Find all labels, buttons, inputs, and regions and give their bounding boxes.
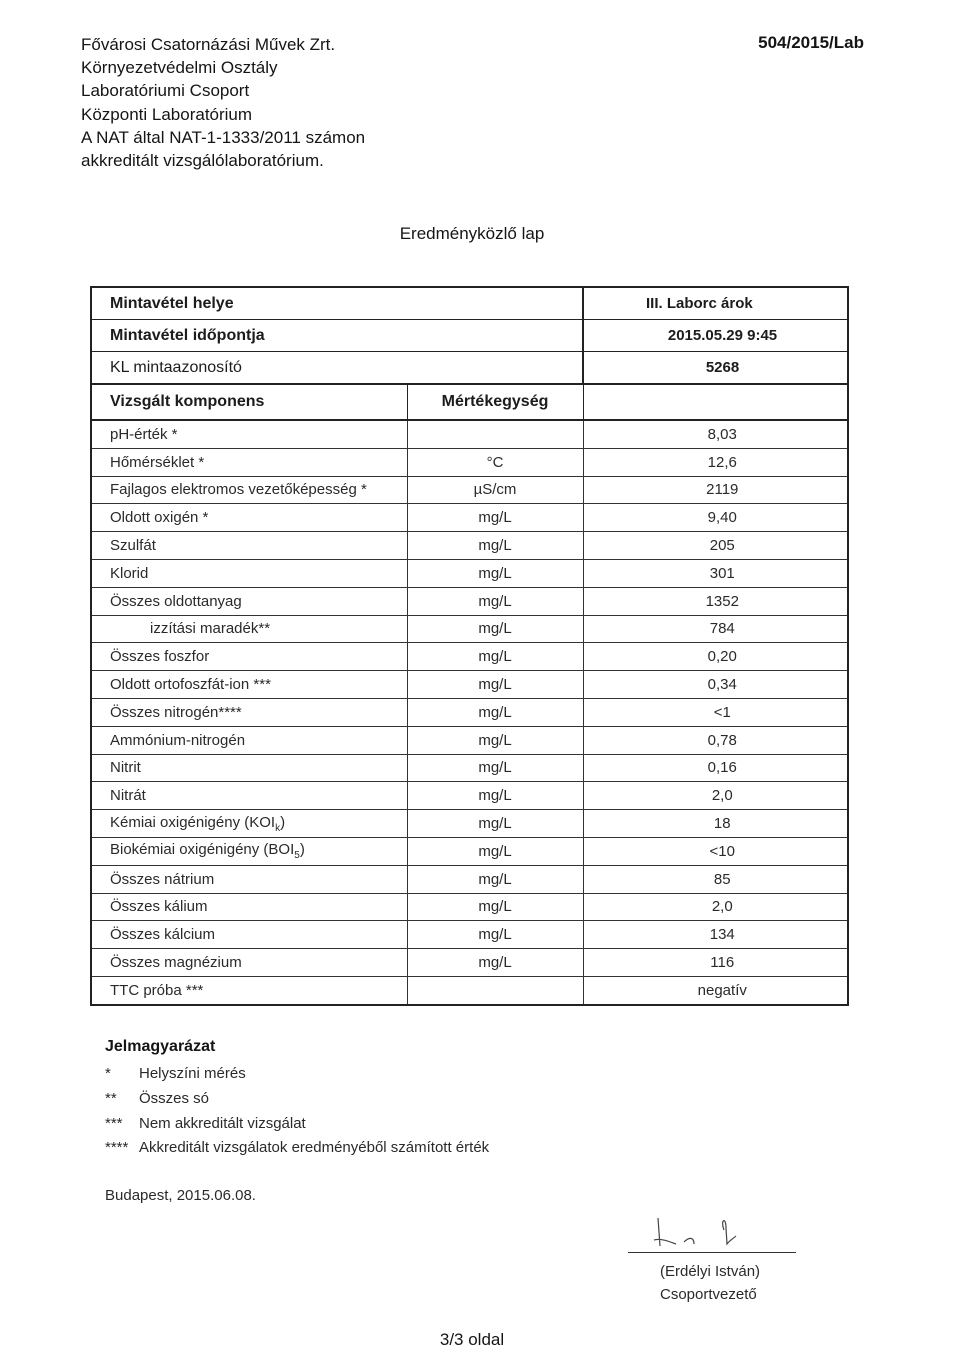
- component-name-text: Összes oldottanyag: [110, 592, 242, 610]
- component-name: [91, 420, 407, 448]
- sample-place-label: Mintavétel helye: [91, 287, 583, 320]
- legend-item: [105, 1112, 489, 1137]
- legend-text: Nem akkreditált vizsgálat: [139, 1114, 306, 1132]
- org-line: akkreditált vizsgálólaboratórium.: [81, 151, 324, 171]
- component-value: 134: [583, 921, 848, 949]
- table-row: [91, 476, 848, 504]
- table-row: [91, 865, 848, 893]
- component-name-text: Fajlagos elektromos vezetőképesség *: [110, 481, 367, 499]
- component-name-text: Oldott ortofoszfát-ion ***: [110, 676, 271, 694]
- component-unit: mg/L: [407, 615, 583, 643]
- component-unit: mg/L: [407, 782, 583, 810]
- org-line: Fővárosi Csatornázási Művek Zrt.: [81, 35, 336, 54]
- component-value: 0,16: [583, 754, 848, 782]
- component-unit: mg/L: [407, 643, 583, 671]
- component-value: 0,78: [583, 726, 848, 754]
- sample-time-row: [91, 320, 848, 352]
- table-row: [91, 532, 848, 560]
- component-name: [91, 976, 407, 1004]
- table-row: [91, 921, 848, 949]
- sample-id-value: 5268: [583, 352, 848, 385]
- legend-mark: *: [105, 1065, 111, 1082]
- table-row: [91, 893, 848, 921]
- component-unit: µS/cm: [407, 476, 583, 504]
- signer-block: [660, 1260, 760, 1306]
- component-value: 9,40: [583, 504, 848, 532]
- component-name: [91, 782, 407, 810]
- component-value: 8,03: [583, 420, 848, 448]
- component-name: [91, 949, 407, 977]
- component-name: [91, 532, 407, 560]
- component-value: 0,34: [583, 671, 848, 699]
- component-unit: mg/L: [407, 837, 583, 865]
- legend-title: Jelmagyarázat: [105, 1038, 216, 1055]
- component-value: 2119: [583, 476, 848, 504]
- column-header-value: [583, 384, 848, 420]
- component-name-text: Összes magnézium: [110, 954, 242, 972]
- component-value: negatív: [583, 976, 848, 1004]
- component-value: 784: [583, 615, 848, 643]
- component-name: [91, 893, 407, 921]
- legend-text: Összes só: [139, 1089, 210, 1107]
- column-header-row: [91, 384, 848, 420]
- component-unit: mg/L: [407, 698, 583, 726]
- component-unit: mg/L: [407, 810, 583, 838]
- component-name-text: Összes kálium: [110, 898, 208, 916]
- component-name: [91, 559, 407, 587]
- signer-role: Csoportvezető: [660, 1286, 757, 1303]
- component-name: [91, 726, 407, 754]
- component-name-text: Szulfát: [110, 537, 156, 555]
- table-row: [91, 643, 848, 671]
- component-value: 85: [583, 865, 848, 893]
- component-name: [91, 865, 407, 893]
- table-row: [91, 810, 848, 838]
- component-name: [91, 754, 407, 782]
- organization-header: [81, 33, 365, 172]
- sample-id-row: [91, 352, 848, 385]
- component-name-text: Nitrát: [110, 787, 146, 805]
- component-value: <10: [583, 837, 848, 865]
- component-name: [91, 671, 407, 699]
- component-unit: mg/L: [407, 671, 583, 699]
- component-name: [91, 448, 407, 476]
- signer-name: (Erdélyi István): [660, 1263, 761, 1280]
- org-line: Központi Laboratórium: [81, 104, 253, 124]
- component-name: [91, 504, 407, 532]
- legend: [105, 1038, 489, 1161]
- component-value: <1: [583, 698, 848, 726]
- component-name-text: Oldott oxigén *: [110, 509, 209, 527]
- org-line: Környezetvédelmi Osztály: [81, 58, 278, 78]
- component-name-suffix: ): [280, 813, 286, 831]
- legend-mark: ****: [105, 1139, 129, 1157]
- component-unit: °C: [407, 448, 583, 476]
- component-name: [91, 921, 407, 949]
- component-name-text: Klorid: [110, 564, 149, 582]
- sample-time-value: 2015.05.29 9:45: [583, 320, 848, 352]
- component-name-text: Hőmérséklet *: [110, 453, 205, 471]
- component-unit: mg/L: [407, 587, 583, 615]
- component-name-text: Biokémiai oxigénigény (BOI: [110, 841, 295, 859]
- component-unit: mg/L: [407, 559, 583, 587]
- component-unit: mg/L: [407, 504, 583, 532]
- legend-mark: **: [105, 1089, 117, 1107]
- component-name: [91, 615, 407, 643]
- table-row: [91, 448, 848, 476]
- document-reference: 504/2015/Lab: [758, 33, 864, 52]
- issue-date: Budapest, 2015.06.08.: [105, 1187, 256, 1204]
- sample-place-row: [91, 287, 848, 320]
- table-row: [91, 587, 848, 615]
- table-row: [91, 976, 848, 1004]
- component-value: 116: [583, 949, 848, 977]
- table-row: [91, 754, 848, 782]
- component-name: [91, 810, 407, 838]
- table-row: [91, 726, 848, 754]
- component-name: [91, 476, 407, 504]
- table-row: [91, 698, 848, 726]
- component-name: [91, 587, 407, 615]
- component-name-text: Ammónium-nitrogén: [110, 731, 246, 749]
- component-name-text: TTC próba ***: [110, 981, 204, 999]
- table-row: [91, 782, 848, 810]
- component-unit: mg/L: [407, 893, 583, 921]
- page-title: Eredményközlő lap: [399, 224, 545, 243]
- component-unit: mg/L: [407, 865, 583, 893]
- table-row: [91, 420, 848, 448]
- component-name-text: Összes kálcium: [110, 926, 216, 944]
- component-value: 0,20: [583, 643, 848, 671]
- legend-mark: ***: [105, 1114, 123, 1132]
- component-unit: mg/L: [407, 754, 583, 782]
- table-row: [91, 949, 848, 977]
- table-row: [91, 504, 848, 532]
- sample-id-label: KL mintaazonosító: [91, 352, 583, 385]
- component-value: 18: [583, 810, 848, 838]
- legend-item: [105, 1062, 489, 1087]
- component-name: [91, 643, 407, 671]
- component-name-text: pH-érték *: [110, 425, 178, 443]
- component-unit: mg/L: [407, 921, 583, 949]
- table-row: [91, 615, 848, 643]
- column-header-component: Vizsgált komponens: [91, 384, 407, 420]
- legend-text: Helyszíni mérés: [139, 1065, 246, 1082]
- component-unit: [407, 420, 583, 448]
- component-value: 12,6: [583, 448, 848, 476]
- component-value: 2,0: [583, 782, 848, 810]
- component-name-text: Összes nitrogén****: [110, 703, 242, 721]
- component-name-text: Összes foszfor: [110, 648, 210, 666]
- component-name-text: Összes nátrium: [110, 870, 215, 888]
- org-line: A NAT által NAT-1-1333/2011 számon: [81, 127, 366, 147]
- component-unit: mg/L: [407, 532, 583, 560]
- component-name: [91, 698, 407, 726]
- component-value: 205: [583, 532, 848, 560]
- component-unit: mg/L: [407, 726, 583, 754]
- table-row: [91, 559, 848, 587]
- legend-item: [105, 1087, 489, 1112]
- component-name-suffix: ): [299, 841, 305, 859]
- component-subscript: k: [275, 822, 281, 834]
- table-row: [91, 671, 848, 699]
- component-subscript: 5: [294, 850, 300, 862]
- table-row: [91, 837, 848, 865]
- component-unit: [407, 976, 583, 1004]
- org-line: Laboratóriumi Csoport: [81, 81, 250, 101]
- sample-place-value: III. Laborc árok: [583, 287, 848, 320]
- legend-text: Akkreditált vizsgálatok eredményéből számított érték: [139, 1139, 490, 1157]
- component-name-text: Nitrit: [110, 759, 141, 777]
- component-name-text: izzítási maradék**: [150, 620, 271, 638]
- component-value: 2,0: [583, 893, 848, 921]
- page-number: 3/3 oldal: [439, 1330, 505, 1349]
- component-value: 1352: [583, 587, 848, 615]
- component-unit: mg/L: [407, 949, 583, 977]
- component-name-text: Kémiai oxigénigény (KOI: [110, 813, 276, 831]
- component-value: 301: [583, 559, 848, 587]
- results-table: [90, 286, 849, 1006]
- sample-time-label: Mintavétel időpontja: [91, 320, 583, 352]
- component-name: [91, 837, 407, 865]
- signature-icon: [632, 1212, 802, 1256]
- signature-line: [628, 1252, 796, 1253]
- column-header-unit: Mértékegység: [407, 384, 583, 420]
- legend-item: [105, 1136, 489, 1161]
